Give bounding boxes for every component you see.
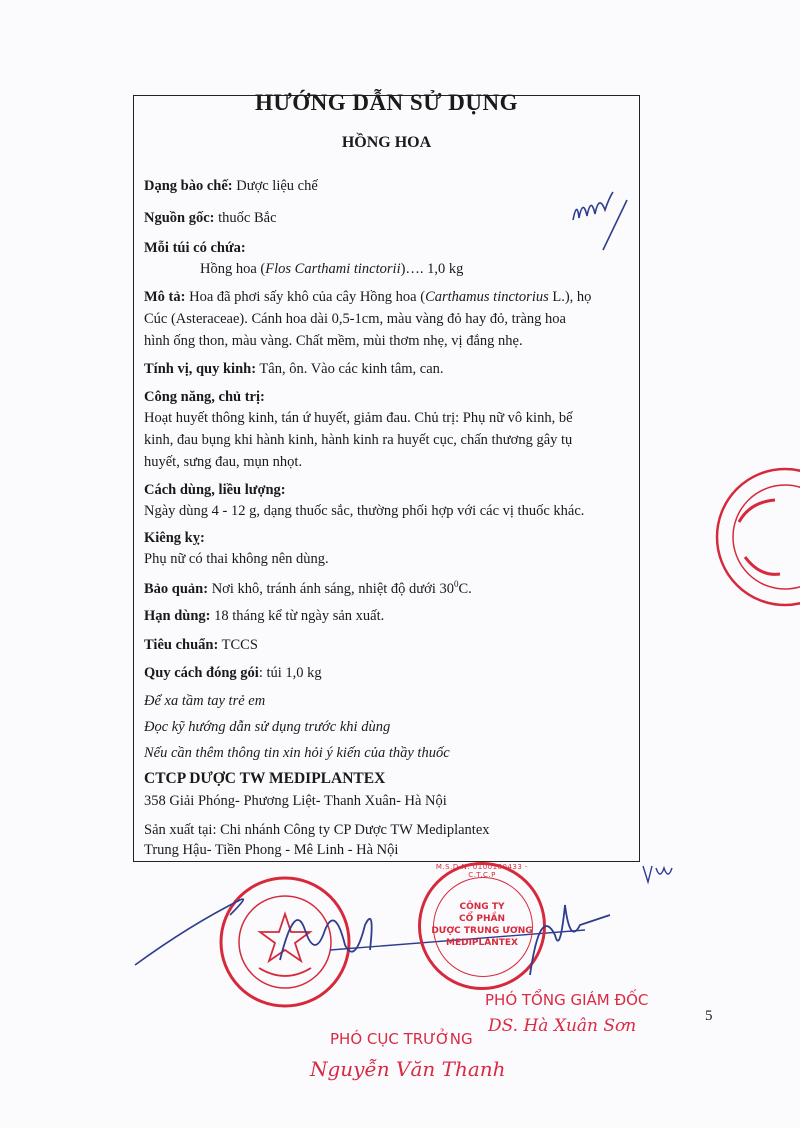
description-text-a: Hoa đã phơi sấy khô của cây Hồng hoa ( [185,289,426,305]
company-stamp-line-1: CÔNG TY [459,902,505,912]
production-site-line-1: Sản xuất tại: Chi nhánh Công ty CP Dược TW Mediplantex [144,822,490,838]
indication-line-3: huyết, sưng đau, mụn nhọt. [144,454,303,470]
composition-item-prefix: Hồng hoa ( [200,261,266,277]
dosage-form-row [144,178,318,195]
warning-line-1: Để xa tầm tay trẻ em [144,693,266,709]
warning-line-2: Đọc kỹ hướng dẫn sử dụng trước khi dùng [144,719,391,735]
production-site-line-2: Trung Hậu- Tiền Phong - Mê Linh - Hà Nội [144,842,399,858]
storage-unit: C. [458,580,472,597]
property-label: Tính vị, quy kinh: [144,361,257,377]
dosage-form-value: Dược liệu chế [232,178,318,194]
company-stamp-line-3: DƯỢC TRUNG ƯƠNG [431,926,533,936]
contraindication-value: Phụ nữ có thai không nên dùng. [144,551,329,567]
standard-label: Tiêu chuẩn: [144,637,219,653]
description-line-3: hình ống thon, màu vàng. Chất mềm, mùi thơm nhẹ, vị đắng nhẹ. [144,333,523,349]
property-value: Tân, ôn. Vào các kinh tâm, can. [256,361,444,377]
dosage-label: Cách dùng, liều lượng: [144,482,286,498]
description-text-b: L.), họ [548,289,592,305]
composition-label: Mỗi túi có chứa: [144,240,246,256]
composition-item-latin: Flos Carthami tinctorii [265,261,401,277]
standard-value: TCCS [218,637,258,653]
dosage-value: Ngày dùng 4 - 12 g, dạng thuốc sắc, thường phối hợp với các vị thuốc khác. [144,503,585,519]
company-stamp-line-4: MEDIPLANTEX [446,938,518,948]
shelf-life-row [144,608,384,625]
description-line-2: Cúc (Asteraceae). Cánh hoa dài 0,5-1cm, màu vàng đỏ hay đỏ, tràng hoa [144,311,566,327]
packaging-value: : túi 1,0 kg [258,665,322,681]
left-signatory-name: Nguyễn Văn Thanh [310,1057,506,1081]
left-signatory-title: PHÓ CỤC TRƯỞNG [330,1030,473,1048]
description-latin: Carthamus tinctorius [425,289,549,305]
packaging-label: Quy cách đóng gói [144,665,259,681]
description-label: Mô tả: [144,289,186,305]
indication-label: Công năng, chủ trị: [144,389,265,405]
storage-row [144,579,472,598]
origin-label: Nguồn gốc: [144,210,215,226]
initials-signature-icon [565,180,635,260]
initials-mark-icon [638,858,678,888]
indication-line-2: kinh, đau bụng khi hành kinh, hành kinh ra huyết cục, chấn thương gây tụ [144,432,573,448]
composition-item-suffix: )…. 1,0 kg [400,261,464,277]
edge-stamp-icon [705,462,800,612]
contraindication-label: Kiêng kỵ: [144,530,205,546]
general-director-signature-icon [500,885,620,985]
dosage-form-label: Dạng bào chế: [144,178,233,194]
right-signatory-name: DS. Hà Xuân Sơn [488,1016,637,1036]
page-number: 5 [705,1008,713,1024]
origin-row [144,210,277,227]
shelf-life-value: 18 tháng kể từ ngày sản xuất. [210,608,385,624]
indication-line-1: Hoạt huyết thông kinh, tán ứ huyết, giảm đau. Chủ trị: Phụ nữ vô kinh, bế [144,410,573,426]
packaging-row [144,665,322,682]
company-name: CTCP DƯỢC TW MEDIPLANTEX [144,770,386,787]
shelf-life-label: Hạn dùng: [144,608,211,624]
composition-item [200,261,463,278]
standard-row [144,637,258,654]
property-row [144,361,444,378]
company-stamp-line-2: CỔ PHẦN [458,914,505,924]
product-name: HỒNG HOA [341,134,432,151]
warning-line-3: Nếu cần thêm thông tin xin hỏi ý kiến của thầy thuốc [144,745,450,761]
storage-degree: 0 [453,579,459,589]
origin-value: thuốc Bắc [214,210,277,226]
document-title: HƯỚNG DẪN SỬ DỤNG [255,90,518,115]
description-line-1 [144,289,591,306]
storage-value: Nơi khô, tránh ánh sáng, nhiệt độ dưới 30 [208,580,454,597]
storage-label: Bảo quản: [144,580,209,597]
right-signatory-title: PHÓ TỔNG GIÁM ĐỐC [485,991,649,1009]
company-stamp-ring-text: M.S.D.N: 0100100433 - C.T.C.P [435,863,529,879]
company-address: 358 Giải Phóng- Phương Liệt- Thanh Xuân- Hà Nội [144,793,447,809]
